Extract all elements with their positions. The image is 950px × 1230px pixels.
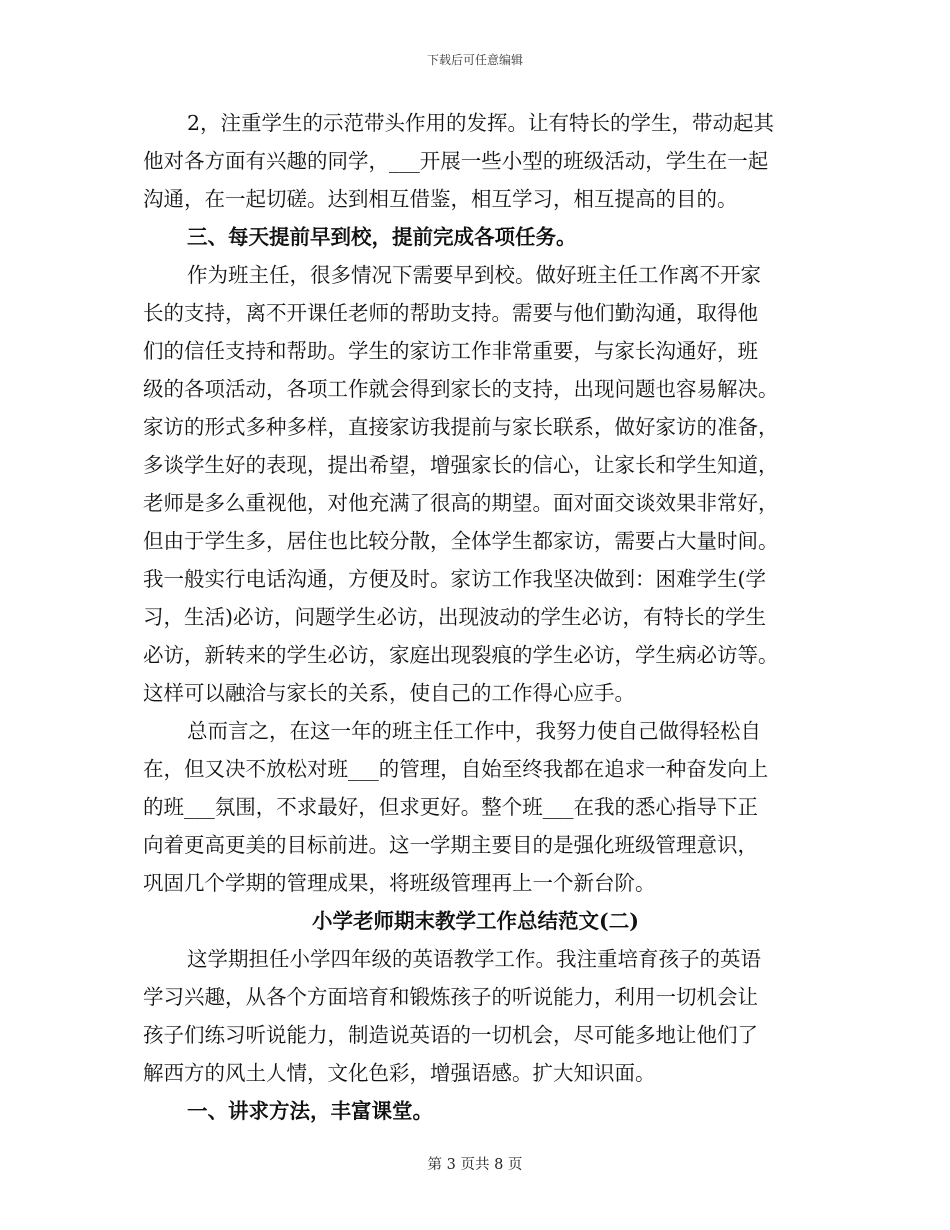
text-line: 这样可以融洽与家长的关系，使自己的工作得心应手。 — [143, 681, 635, 705]
text-line: 家访的形式多种多样，直接家访我提前与家长联系，做好家访的准备， — [143, 415, 779, 439]
text-line: 孩子们练习听说能力，制造说英语的一切机会，尽可能多地让他们了 — [143, 1023, 758, 1047]
text-line: 在，但又决不放松对班___的管理，自始至终我都在追求一种奋发向上 — [143, 757, 769, 781]
text-line: 巩固几个学期的管理成果，将班级管理再上一个新台阶。 — [143, 871, 656, 895]
text-line: 沟通，在一起切磋。达到相互借鉴，相互学习，相互提高的目的。 — [143, 187, 738, 211]
text-line: 多谈学生好的表现，提出希望，增强家长的信心，让家长和学生知道， — [143, 453, 779, 477]
text-line: 们的信任支持和帮助。学生的家访工作非常重要，与家长沟通好，班 — [143, 339, 758, 363]
text-line: 这学期担任小学四年级的英语教学工作。我注重培育孩子的英语 — [187, 947, 761, 971]
text-line: 老师是多么重视他，对他充满了很高的期望。面对面交谈效果非常好， — [143, 491, 779, 515]
text-line: 总而言之，在这一年的班主任工作中，我努力使自己做得轻松自 — [187, 719, 761, 743]
text-line: 但由于学生多，居住也比较分散，全体学生都家访，需要占大量时间。 — [143, 529, 779, 553]
page-header-note: 下载后可任意编辑 — [426, 53, 523, 67]
section-heading-line: 三、每天提前早到校，提前完成各项任务。 — [187, 225, 577, 249]
text-line: 必访，新转来的学生必访，家庭出现裂痕的学生必访，学生病必访等。 — [143, 643, 779, 667]
text-line: 的班___氛围，不求最好，但求更好。整个班___在我的悉心指导下正 — [143, 795, 758, 819]
text-line: 我一般实行电话沟通，方便及时。家访工作我坚决做到：困难学生(学 — [143, 567, 766, 591]
text-line: 习，生活)必访，问题学生必访，出现波动的学生必访，有特长的学生 — [143, 605, 766, 629]
text-line: 向着更高更美的目标前进。这一学期主要目的是强化班级管理意识， — [143, 833, 758, 857]
text-line: 2，注重学生的示范带头作用的发挥。让有特长的学生，带动起其 — [187, 111, 775, 135]
text-line: 级的各项活动，各项工作就会得到家长的支持，出现问题也容易解决。 — [143, 377, 779, 401]
text-line: 作为班主任，很多情况下需要早到校。做好班主任工作离不开家 — [187, 263, 761, 287]
section-title: 小学老师期末教学工作总结范文(二) — [312, 909, 639, 933]
text-line: 他对各方面有兴趣的同学，___开展一些小型的班级活动，学生在一起 — [143, 149, 769, 173]
text-line: 学习兴趣，从各个方面培育和锻炼孩子的听说能力，利用一切机会让 — [143, 985, 758, 1009]
text-line: 解西方的风土人情，文化色彩，增强语感。扩大知识面。 — [143, 1061, 656, 1085]
document-body — [143, 104, 808, 1130]
section-heading-line: 一、讲求方法，丰富课堂。 — [187, 1099, 433, 1123]
text-line: 长的支持，离不开课任老师的帮助支持。需要与他们勤沟通，取得他 — [143, 301, 758, 325]
page-number: 第 3 页共 8 页 — [427, 1157, 523, 1173]
